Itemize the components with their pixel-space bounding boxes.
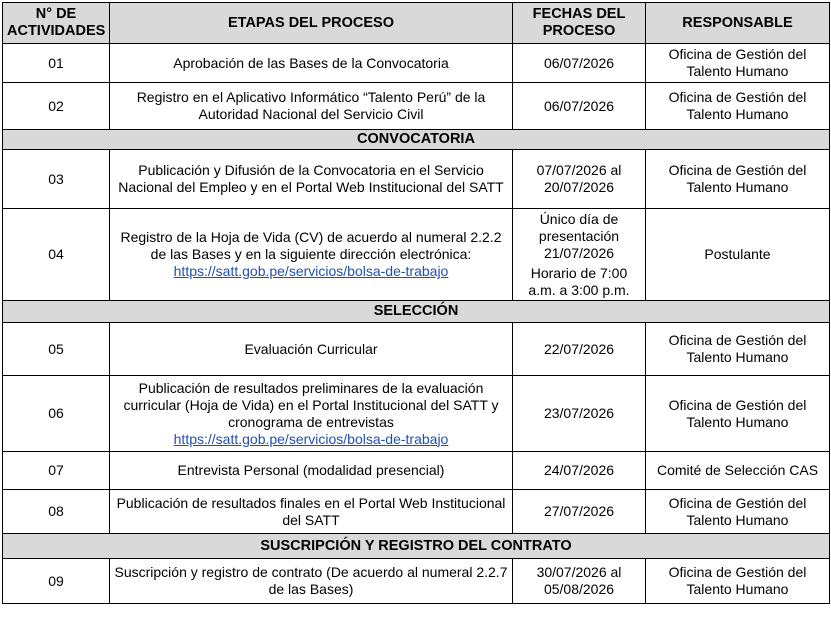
activity-date: 27/07/2026 bbox=[513, 490, 646, 534]
activity-date-hours: Horario de 7:00 a.m. a 3:00 p.m. bbox=[528, 264, 630, 298]
activity-number: 02 bbox=[3, 83, 110, 130]
section-row bbox=[3, 534, 830, 559]
activity-date: 22/07/2026 bbox=[513, 323, 646, 376]
section-title-suscripcion: SUSCRIPCIÓN Y REGISTRO DEL CONTRATO bbox=[3, 534, 830, 559]
activity-responsible: Oficina de Gestión del Talento Humano bbox=[646, 323, 830, 376]
job-board-link[interactable]: https://satt.gob.pe/servicios/bolsa-de-trabajo bbox=[173, 430, 449, 447]
activity-stage: Entrevista Personal (modalidad presencial) bbox=[110, 452, 513, 490]
activity-stage: Aprobación de las Bases de la Convocatoria bbox=[110, 44, 513, 83]
activity-number: 06 bbox=[3, 376, 110, 452]
header-responsible: RESPONSABLE bbox=[646, 3, 830, 44]
activity-date: 06/07/2026 bbox=[513, 83, 646, 130]
activity-date bbox=[513, 209, 646, 301]
header-process-date: FECHAS DEL PROCESO bbox=[513, 3, 646, 44]
activity-date: 07/07/2026 al 20/07/2026 bbox=[513, 150, 646, 209]
header-row bbox=[3, 3, 830, 44]
activity-stage: Publicación de resultados preliminares de la evaluación curricular (Hoja de Vida) en el Portal Institucional del SATT y cronograma de entrevistas bbox=[123, 379, 499, 430]
activity-date: 23/07/2026 bbox=[513, 376, 646, 452]
table-row bbox=[3, 376, 830, 452]
activity-responsible: Oficina de Gestión del Talento Humano bbox=[646, 83, 830, 130]
activity-responsible: Oficina de Gestión del Talento Humano bbox=[646, 44, 830, 83]
activity-stage: Publicación de resultados finales en el Portal Web Institucional del SATT bbox=[110, 490, 513, 534]
table-row bbox=[3, 323, 830, 376]
table-row bbox=[3, 490, 830, 534]
activity-stage: Registro de la Hoja de Vida (CV) de acuerdo al numeral 2.2.2 de las Bases y en la siguiente dirección electrónica: bbox=[120, 229, 502, 262]
activity-responsible: Oficina de Gestión del Talento Humano bbox=[646, 490, 830, 534]
table-row bbox=[3, 452, 830, 490]
activity-responsible: Oficina de Gestión del Talento Humano bbox=[646, 559, 830, 604]
activity-responsible: Oficina de Gestión del Talento Humano bbox=[646, 150, 830, 209]
header-process-stage: ETAPAS DEL PROCESO bbox=[110, 3, 513, 44]
activity-number: 03 bbox=[3, 150, 110, 209]
activity-responsible: Oficina de Gestión del Talento Humano bbox=[646, 376, 830, 452]
section-title-convocatoria: CONVOCATORIA bbox=[3, 130, 830, 150]
activity-date-day: Único día de presentación 21/07/2026 bbox=[538, 210, 620, 261]
activity-stage-with-link bbox=[110, 209, 513, 301]
activity-number: 07 bbox=[3, 452, 110, 490]
activity-responsible: Comité de Selección CAS bbox=[646, 452, 830, 490]
table-row bbox=[3, 83, 830, 130]
activity-date: 24/07/2026 bbox=[513, 452, 646, 490]
schedule-table bbox=[2, 2, 830, 604]
table-row bbox=[3, 44, 830, 83]
activity-stage: Suscripción y registro de contrato (De acuerdo al numeral 2.2.7 de las Bases) bbox=[110, 559, 513, 604]
activity-number: 08 bbox=[3, 490, 110, 534]
activity-stage: Publicación y Difusión de la Convocatoria en el Servicio Nacional del Empleo y en el Portal Web Institucional del SATT bbox=[110, 150, 513, 209]
activity-number: 05 bbox=[3, 323, 110, 376]
activity-date: 06/07/2026 bbox=[513, 44, 646, 83]
section-row bbox=[3, 301, 830, 323]
activity-number: 04 bbox=[3, 209, 110, 301]
section-row bbox=[3, 130, 830, 150]
activity-date: 30/07/2026 al 05/08/2026 bbox=[513, 559, 646, 604]
header-activity-number: N° DE ACTIVIDADES bbox=[3, 3, 110, 44]
activity-responsible: Postulante bbox=[646, 209, 830, 301]
activity-stage: Evaluación Curricular bbox=[110, 323, 513, 376]
activity-stage-with-link bbox=[110, 376, 513, 452]
activity-number: 01 bbox=[3, 44, 110, 83]
table-row bbox=[3, 559, 830, 604]
section-title-seleccion: SELECCIÓN bbox=[3, 301, 830, 323]
job-board-link[interactable]: https://satt.gob.pe/servicios/bolsa-de-trabajo bbox=[173, 263, 449, 279]
activity-stage: Registro en el Aplicativo Informático “Talento Perú” de la Autoridad Nacional del Servicio Civil bbox=[110, 83, 513, 130]
table-row bbox=[3, 150, 830, 209]
activity-number: 09 bbox=[3, 559, 110, 604]
table-row bbox=[3, 209, 830, 301]
